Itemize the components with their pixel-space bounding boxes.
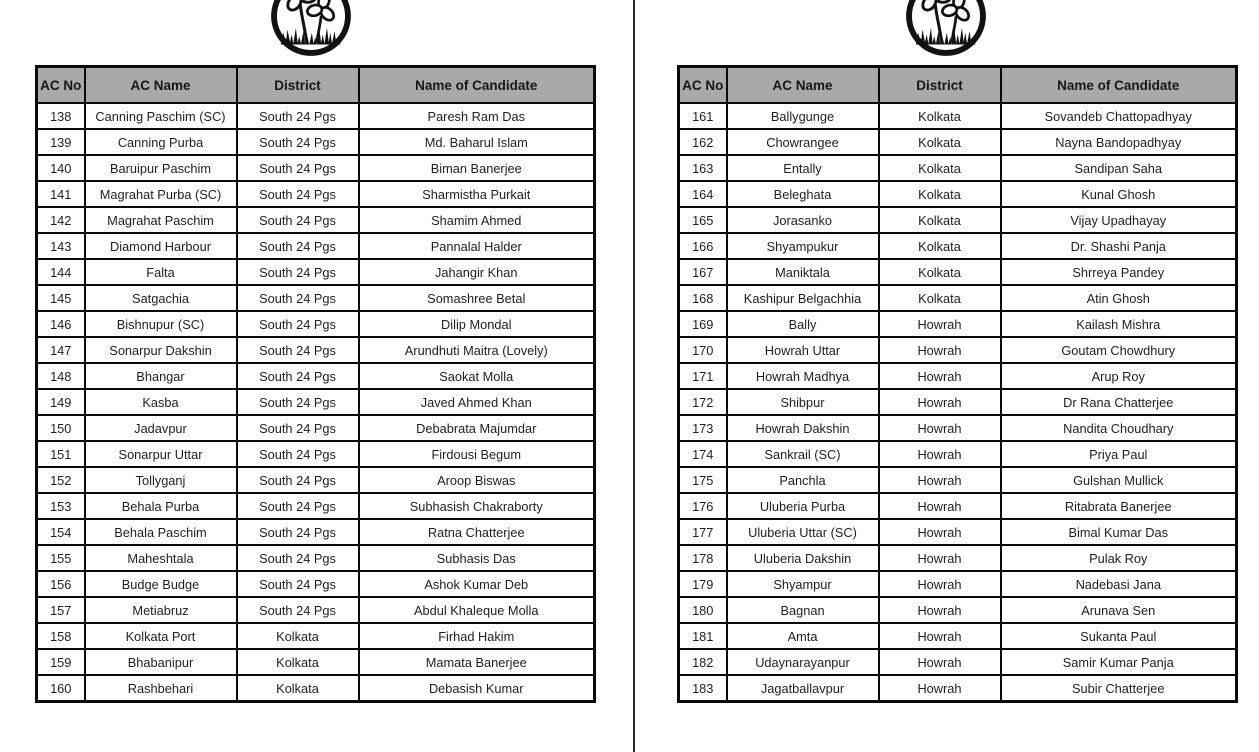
district-cell: South 24 Pgs — [237, 363, 359, 389]
ac-no-cell: 155 — [37, 545, 85, 571]
candidate-cell: Mamata Banerjee — [359, 649, 595, 675]
table-row — [37, 545, 595, 571]
candidate-cell: Kailash Mishra — [1001, 311, 1237, 337]
ac-name-cell: Howrah Madhya — [727, 363, 879, 389]
ac-name-cell: Sonarpur Uttar — [85, 441, 237, 467]
district-cell: Kolkata — [879, 207, 1001, 233]
district-cell: Howrah — [879, 441, 1001, 467]
ac-name-cell: Metiabruz — [85, 597, 237, 623]
ac-no-cell: 169 — [679, 311, 727, 337]
district-cell: Howrah — [879, 623, 1001, 649]
district-cell: South 24 Pgs — [237, 493, 359, 519]
ac-no-cell: 179 — [679, 571, 727, 597]
ac-no-cell: 178 — [679, 545, 727, 571]
district-cell: South 24 Pgs — [237, 389, 359, 415]
table-row — [679, 415, 1237, 441]
ac-no-cell: 149 — [37, 389, 85, 415]
column-header-ac-no: AC No — [679, 67, 727, 104]
district-cell: South 24 Pgs — [237, 597, 359, 623]
header-row — [37, 67, 595, 104]
table-row — [37, 207, 595, 233]
ac-no-cell: 157 — [37, 597, 85, 623]
ac-name-cell: Bhabanipur — [85, 649, 237, 675]
party-flower-logo — [904, 0, 988, 58]
ac-name-cell: Falta — [85, 259, 237, 285]
ac-no-cell: 148 — [37, 363, 85, 389]
ac-no-cell: 138 — [37, 103, 85, 129]
ac-no-cell: 167 — [679, 259, 727, 285]
table-row — [679, 467, 1237, 493]
table-row — [37, 181, 595, 207]
ac-no-cell: 183 — [679, 675, 727, 702]
table-row — [679, 519, 1237, 545]
table-row — [679, 441, 1237, 467]
ac-no-cell: 175 — [679, 467, 727, 493]
ac-name-cell: Jagatballavpur — [727, 675, 879, 702]
district-cell: Kolkata — [237, 623, 359, 649]
table-row — [679, 181, 1237, 207]
district-cell: South 24 Pgs — [237, 103, 359, 129]
ac-name-cell: Diamond Harbour — [85, 233, 237, 259]
column-header-ac-name: AC Name — [85, 67, 237, 104]
ac-no-cell: 139 — [37, 129, 85, 155]
table-row — [679, 493, 1237, 519]
ac-name-cell: Maniktala — [727, 259, 879, 285]
ac-no-cell: 176 — [679, 493, 727, 519]
district-cell: Kolkata — [237, 675, 359, 702]
column-header-name-of-candidate: Name of Candidate — [359, 67, 595, 104]
ac-name-cell: Rashbehari — [85, 675, 237, 702]
ac-no-cell: 151 — [37, 441, 85, 467]
table-row — [37, 363, 595, 389]
ac-name-cell: Behala Purba — [85, 493, 237, 519]
candidate-cell: Firhad Hakim — [359, 623, 595, 649]
ac-no-cell: 181 — [679, 623, 727, 649]
ac-name-cell: Shibpur — [727, 389, 879, 415]
candidate-cell: Nadebasi Jana — [1001, 571, 1237, 597]
candidate-cell: Subir Chatterjee — [1001, 675, 1237, 702]
district-cell: South 24 Pgs — [237, 571, 359, 597]
candidate-cell: Somashree Betal — [359, 285, 595, 311]
candidate-table-left — [35, 65, 596, 703]
district-cell: Howrah — [879, 493, 1001, 519]
district-cell: Howrah — [879, 597, 1001, 623]
ac-name-cell: Bagnan — [727, 597, 879, 623]
district-cell: South 24 Pgs — [237, 415, 359, 441]
ac-no-cell: 177 — [679, 519, 727, 545]
candidate-cell: Pulak Roy — [1001, 545, 1237, 571]
ac-name-cell: Kolkata Port — [85, 623, 237, 649]
ac-no-cell: 174 — [679, 441, 727, 467]
district-cell: South 24 Pgs — [237, 259, 359, 285]
ac-name-cell: Bhangar — [85, 363, 237, 389]
table-row — [679, 623, 1237, 649]
table-row — [679, 285, 1237, 311]
ac-name-cell: Shyampur — [727, 571, 879, 597]
table-row — [37, 103, 595, 129]
ac-name-cell: Howrah Dakshin — [727, 415, 879, 441]
ac-name-cell: Udaynarayanpur — [727, 649, 879, 675]
ac-name-cell: Budge Budge — [85, 571, 237, 597]
ac-no-cell: 171 — [679, 363, 727, 389]
ac-name-cell: Amta — [727, 623, 879, 649]
table-row — [37, 337, 595, 363]
ac-no-cell: 152 — [37, 467, 85, 493]
ac-no-cell: 163 — [679, 155, 727, 181]
ac-no-cell: 150 — [37, 415, 85, 441]
table-row — [37, 415, 595, 441]
district-cell: South 24 Pgs — [237, 233, 359, 259]
table-row — [679, 545, 1237, 571]
table-row — [679, 337, 1237, 363]
table-row — [679, 675, 1237, 702]
ac-name-cell: Entally — [727, 155, 879, 181]
ac-no-cell: 166 — [679, 233, 727, 259]
district-cell: Howrah — [879, 389, 1001, 415]
party-flower-logo — [269, 0, 353, 58]
district-cell: South 24 Pgs — [237, 467, 359, 493]
table-row — [679, 389, 1237, 415]
candidate-cell: Nayna Bandopadhyay — [1001, 129, 1237, 155]
ac-name-cell: Shyampukur — [727, 233, 879, 259]
candidate-cell: Ritabrata Banerjee — [1001, 493, 1237, 519]
table-row — [679, 649, 1237, 675]
district-cell: South 24 Pgs — [237, 441, 359, 467]
ac-name-cell: Ballygunge — [727, 103, 879, 129]
ac-no-cell: 143 — [37, 233, 85, 259]
column-header-ac-no: AC No — [37, 67, 85, 104]
twin-flowers-grass-icon — [269, 0, 353, 58]
candidate-table-right — [677, 65, 1238, 703]
district-cell: Howrah — [879, 363, 1001, 389]
candidate-cell: Arunava Sen — [1001, 597, 1237, 623]
candidate-cell: Shamim Ahmed — [359, 207, 595, 233]
ac-name-cell: Behala Paschim — [85, 519, 237, 545]
ac-no-cell: 144 — [37, 259, 85, 285]
district-cell: Howrah — [879, 649, 1001, 675]
candidate-cell: Debabrata Majumdar — [359, 415, 595, 441]
district-cell: Kolkata — [879, 285, 1001, 311]
district-cell: South 24 Pgs — [237, 155, 359, 181]
district-cell: Kolkata — [879, 129, 1001, 155]
district-cell: South 24 Pgs — [237, 207, 359, 233]
ac-no-cell: 156 — [37, 571, 85, 597]
ac-no-cell: 160 — [37, 675, 85, 702]
ac-name-cell: Panchla — [727, 467, 879, 493]
candidate-cell: Gulshan Mullick — [1001, 467, 1237, 493]
candidate-cell: Debasish Kumar — [359, 675, 595, 702]
district-cell: Howrah — [879, 467, 1001, 493]
district-cell: Howrah — [879, 415, 1001, 441]
candidate-cell: Dr Rana Chatterjee — [1001, 389, 1237, 415]
district-cell: Kolkata — [237, 649, 359, 675]
candidate-cell: Kunal Ghosh — [1001, 181, 1237, 207]
district-cell: South 24 Pgs — [237, 285, 359, 311]
district-cell: Howrah — [879, 675, 1001, 702]
ac-no-cell: 164 — [679, 181, 727, 207]
table-row — [37, 129, 595, 155]
ac-name-cell: Tollyganj — [85, 467, 237, 493]
ac-no-cell: 161 — [679, 103, 727, 129]
candidate-cell: Arup Roy — [1001, 363, 1237, 389]
ac-name-cell: Bally — [727, 311, 879, 337]
candidate-cell: Dilip Mondal — [359, 311, 595, 337]
district-cell: South 24 Pgs — [237, 311, 359, 337]
ac-no-cell: 141 — [37, 181, 85, 207]
ac-no-cell: 159 — [37, 649, 85, 675]
candidate-cell: Goutam Chowdhury — [1001, 337, 1237, 363]
ac-name-cell: Kasba — [85, 389, 237, 415]
ac-name-cell: Howrah Uttar — [727, 337, 879, 363]
ac-name-cell: Uluberia Uttar (SC) — [727, 519, 879, 545]
ac-name-cell: Bishnupur (SC) — [85, 311, 237, 337]
district-cell: Kolkata — [879, 103, 1001, 129]
district-cell: Howrah — [879, 571, 1001, 597]
ac-name-cell: Satgachia — [85, 285, 237, 311]
ac-no-cell: 170 — [679, 337, 727, 363]
district-cell: South 24 Pgs — [237, 519, 359, 545]
district-cell: Kolkata — [879, 259, 1001, 285]
table-row — [679, 207, 1237, 233]
candidate-cell: Firdousi Begum — [359, 441, 595, 467]
table-row — [37, 519, 595, 545]
candidate-cell: Sovandeb Chattopadhyay — [1001, 103, 1237, 129]
district-cell: South 24 Pgs — [237, 129, 359, 155]
ac-name-cell: Kashipur Belgachhia — [727, 285, 879, 311]
ac-no-cell: 146 — [37, 311, 85, 337]
ac-no-cell: 142 — [37, 207, 85, 233]
table-row — [37, 155, 595, 181]
ac-name-cell: Canning Paschim (SC) — [85, 103, 237, 129]
table-row — [37, 259, 595, 285]
candidate-cell: Jahangir Khan — [359, 259, 595, 285]
ac-no-cell: 168 — [679, 285, 727, 311]
candidate-cell: Subhasish Chakraborty — [359, 493, 595, 519]
table-row — [37, 597, 595, 623]
district-cell: Howrah — [879, 337, 1001, 363]
table-row — [37, 623, 595, 649]
candidate-cell: Abdul Khaleque Molla — [359, 597, 595, 623]
page-divider — [633, 0, 635, 752]
district-cell: Kolkata — [879, 155, 1001, 181]
candidate-cell: Atin Ghosh — [1001, 285, 1237, 311]
ac-no-cell: 180 — [679, 597, 727, 623]
table-row — [679, 259, 1237, 285]
table-row — [679, 103, 1237, 129]
table-row — [679, 597, 1237, 623]
table-row — [37, 285, 595, 311]
table-row — [37, 675, 595, 702]
ac-name-cell: Uluberia Dakshin — [727, 545, 879, 571]
twin-flowers-grass-icon — [904, 0, 988, 58]
table-row — [37, 441, 595, 467]
ac-no-cell: 162 — [679, 129, 727, 155]
candidate-cell: Sukanta Paul — [1001, 623, 1237, 649]
table-row — [679, 363, 1237, 389]
district-cell: South 24 Pgs — [237, 337, 359, 363]
district-cell: Howrah — [879, 311, 1001, 337]
table-row — [37, 233, 595, 259]
table-row — [37, 493, 595, 519]
ac-name-cell: Magrahat Purba (SC) — [85, 181, 237, 207]
ac-no-cell: 140 — [37, 155, 85, 181]
ac-no-cell: 172 — [679, 389, 727, 415]
district-cell: Howrah — [879, 519, 1001, 545]
ac-no-cell: 145 — [37, 285, 85, 311]
ac-no-cell: 182 — [679, 649, 727, 675]
district-cell: South 24 Pgs — [237, 181, 359, 207]
table-row — [679, 233, 1237, 259]
ac-name-cell: Jorasanko — [727, 207, 879, 233]
candidate-cell: Shrreya Pandey — [1001, 259, 1237, 285]
candidate-cell: Priya Paul — [1001, 441, 1237, 467]
column-header-name-of-candidate: Name of Candidate — [1001, 67, 1237, 104]
ac-name-cell: Baruipur Paschim — [85, 155, 237, 181]
candidate-cell: Sharmistha Purkait — [359, 181, 595, 207]
table-row — [679, 155, 1237, 181]
candidate-cell: Arundhuti Maitra (Lovely) — [359, 337, 595, 363]
table-row — [37, 467, 595, 493]
table-row — [679, 571, 1237, 597]
column-header-ac-name: AC Name — [727, 67, 879, 104]
candidate-cell: Nandita Choudhary — [1001, 415, 1237, 441]
ac-no-cell: 165 — [679, 207, 727, 233]
candidate-cell: Md. Baharul Islam — [359, 129, 595, 155]
district-cell: Kolkata — [879, 181, 1001, 207]
ac-name-cell: Sankrail (SC) — [727, 441, 879, 467]
ac-no-cell: 147 — [37, 337, 85, 363]
candidate-cell: Samir Kumar Panja — [1001, 649, 1237, 675]
ac-name-cell: Maheshtala — [85, 545, 237, 571]
district-cell: Kolkata — [879, 233, 1001, 259]
ac-no-cell: 153 — [37, 493, 85, 519]
table-row — [679, 311, 1237, 337]
table-row — [37, 571, 595, 597]
candidate-cell: Biman Banerjee — [359, 155, 595, 181]
candidate-cell: Paresh Ram Das — [359, 103, 595, 129]
candidate-cell: Pannalal Halder — [359, 233, 595, 259]
ac-name-cell: Chowrangee — [727, 129, 879, 155]
ac-no-cell: 158 — [37, 623, 85, 649]
ac-name-cell: Beleghata — [727, 181, 879, 207]
column-header-district: District — [237, 67, 359, 104]
candidate-cell: Ratna Chatterjee — [359, 519, 595, 545]
ac-name-cell: Magrahat Paschim — [85, 207, 237, 233]
candidate-cell: Dr. Shashi Panja — [1001, 233, 1237, 259]
candidate-cell: Sandipan Saha — [1001, 155, 1237, 181]
ac-name-cell: Jadavpur — [85, 415, 237, 441]
ac-name-cell: Sonarpur Dakshin — [85, 337, 237, 363]
table-row — [679, 129, 1237, 155]
table-row — [37, 311, 595, 337]
ac-no-cell: 154 — [37, 519, 85, 545]
candidate-cell: Subhasis Das — [359, 545, 595, 571]
ac-name-cell: Uluberia Purba — [727, 493, 879, 519]
candidate-cell: Vijay Upadhayay — [1001, 207, 1237, 233]
candidate-cell: Ashok Kumar Deb — [359, 571, 595, 597]
district-cell: Howrah — [879, 545, 1001, 571]
candidate-cell: Javed Ahmed Khan — [359, 389, 595, 415]
candidate-cell: Saokat Molla — [359, 363, 595, 389]
candidate-cell: Aroop Biswas — [359, 467, 595, 493]
ac-no-cell: 173 — [679, 415, 727, 441]
header-row — [679, 67, 1237, 104]
candidate-cell: Bimal Kumar Das — [1001, 519, 1237, 545]
district-cell: South 24 Pgs — [237, 545, 359, 571]
column-header-district: District — [879, 67, 1001, 104]
ac-name-cell: Canning Purba — [85, 129, 237, 155]
table-row — [37, 649, 595, 675]
table-row — [37, 389, 595, 415]
